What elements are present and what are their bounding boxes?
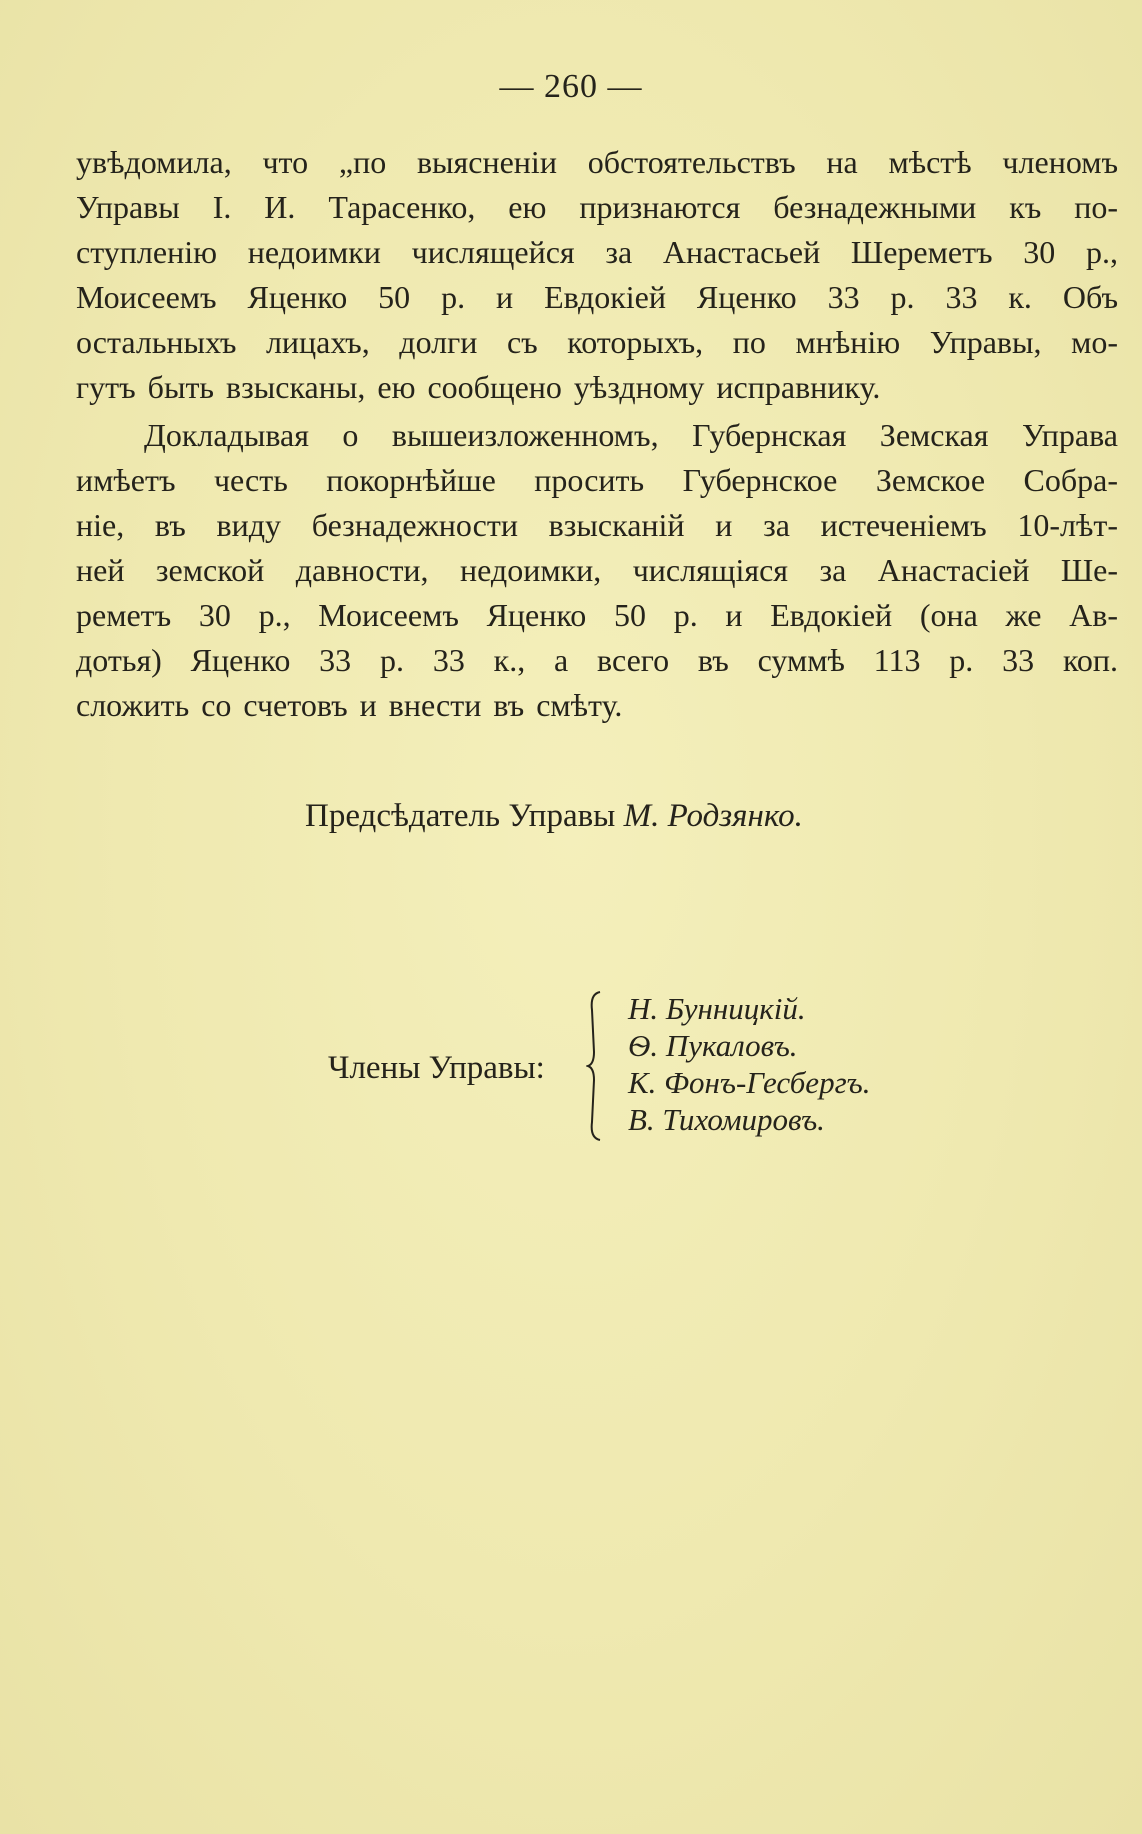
member-name: К. Фонъ-Гесбергъ. bbox=[628, 1065, 871, 1100]
paragraph-2-line: сложить со счетовъ и внести въ смѣту. bbox=[76, 687, 623, 723]
paragraph-2-line: ней земской давности, недоимки, числящіяся за Анастасіей Ше- bbox=[76, 552, 1118, 588]
paragraph-1-line: Моисеемъ Яценко 50 р. и Евдокіей Яценко 33 р. 33 к. Объ bbox=[76, 279, 1118, 315]
paragraph-2-line: дотья) Яценко 33 р. 33 к., а всего въ суммѣ 113 р. 33 коп. bbox=[76, 642, 1118, 678]
paragraph-2 bbox=[76, 413, 1118, 728]
paragraph-1 bbox=[76, 140, 1118, 410]
member-name: В. Тихомировъ. bbox=[628, 1102, 825, 1137]
paragraph-1-line: Управы I. И. Тарасенко, ею признаются безнадежными къ по- bbox=[76, 189, 1118, 225]
chairman-label: Предсѣдатель Управы bbox=[305, 798, 616, 834]
member-name: Н. Бунницкій. bbox=[628, 991, 806, 1026]
member-name: Ѳ. Пукаловъ. bbox=[628, 1028, 798, 1063]
paragraph-1-line: ступленію недоимки числящейся за Анастасьей Шереметъ 30 р., bbox=[76, 234, 1118, 270]
paragraph-2-line: ніе, въ виду безнадежности взысканій и за истеченіемъ 10-лѣт- bbox=[76, 507, 1118, 543]
chairman-signature bbox=[305, 798, 803, 835]
members-label: Члены Управы: bbox=[328, 1050, 545, 1086]
paragraph-2-line: Докладывая о вышеизложенномъ, Губернская Земская Управа bbox=[144, 417, 1118, 453]
paragraph-1-line: остальныхъ лицахъ, долги съ которыхъ, по мнѣнію Управы, мо- bbox=[76, 324, 1118, 360]
members-list bbox=[628, 990, 871, 1138]
paragraph-2-line: реметъ 30 р., Моисеемъ Яценко 50 р. и Евдокіей (она же Ав- bbox=[76, 597, 1118, 633]
paragraph-1-line: увѣдомила, что „по выясненіи обстоятельствъ на мѣстѣ членомъ bbox=[76, 144, 1118, 180]
paragraph-1-line: гутъ быть взысканы, ею сообщено уѣздному исправнику. bbox=[76, 369, 881, 405]
page-number: — 260 — bbox=[499, 68, 643, 105]
paragraph-2-line: имѣетъ честь покорнѣйше просить Губернское Земское Собра- bbox=[76, 462, 1118, 498]
chairman-name: М. Родзянко. bbox=[623, 798, 803, 834]
curly-brace-icon bbox=[586, 990, 604, 1142]
